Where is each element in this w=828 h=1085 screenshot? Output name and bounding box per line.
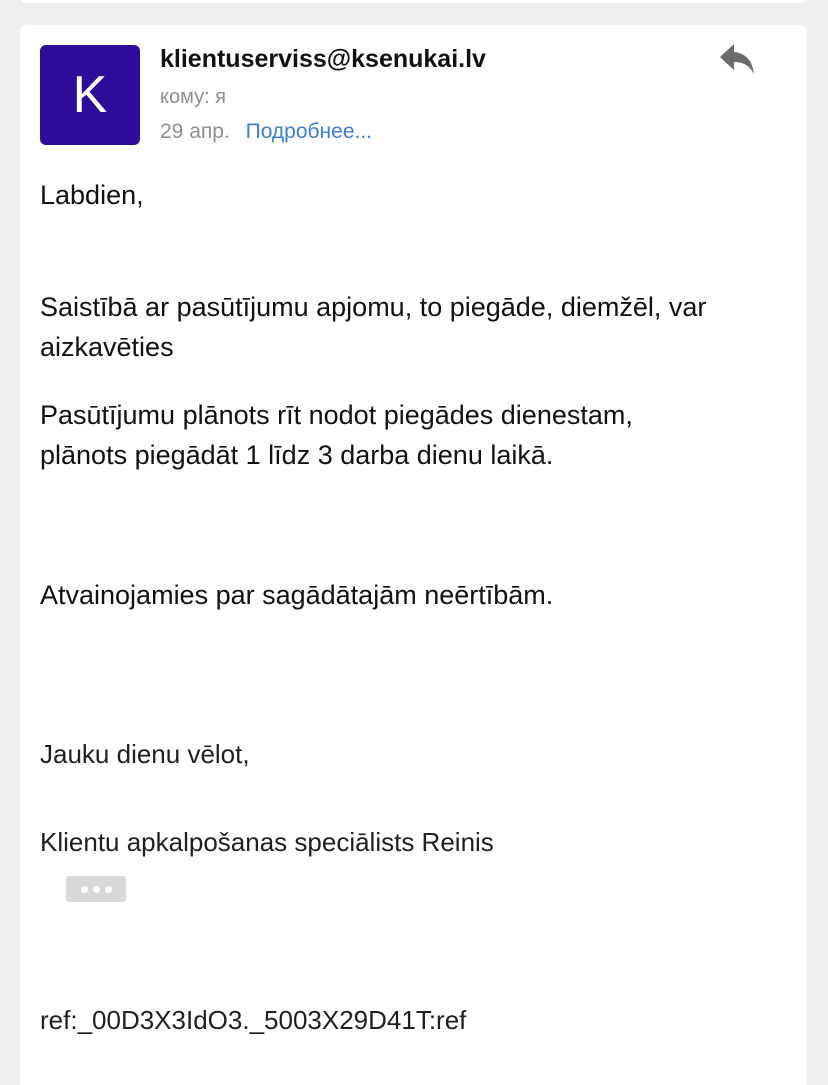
closing-text: Jauku dienu vēlot, [40,739,250,769]
dot [93,886,100,893]
paragraph-2-line-2: plānots piegādāt 1 līdz 3 darba dienu laikā. [40,440,554,470]
details-link[interactable]: Подробнее... [245,120,373,143]
message-date: 29 апр. [160,120,230,143]
sender-avatar [40,45,140,145]
paragraph-1-line-1: Saistībā ar pasūtījumu apjomu, to piegāde, diemžēl, var [40,292,707,322]
reply-icon[interactable] [718,41,758,79]
recipient-line: кому: я [160,86,227,108]
more-dots-icon[interactable] [66,876,126,902]
paragraph-1-line-2: aizkavēties [40,332,174,362]
email-message-card [20,25,807,1085]
dot [81,886,88,893]
reference-code: ref:_00D3X3IdO3._5003X29D41T:ref [40,1005,467,1035]
message-meta [160,120,372,144]
greeting-text: Labdien, [40,180,144,210]
apology-text: Atvainojamies par sagādātajām neērtībām. [40,580,554,610]
signature-text: Klientu apkalpošanas speciālists Reinis [40,827,494,857]
dot [105,886,112,893]
previous-message-card [20,0,807,3]
sender-email: klientuserviss@ksenukai.lv [160,45,486,73]
avatar-letter: K [72,66,108,124]
paragraph-2-line-1: Pasūtījumu plānots rīt nodot piegādes dienestam, [40,400,633,430]
